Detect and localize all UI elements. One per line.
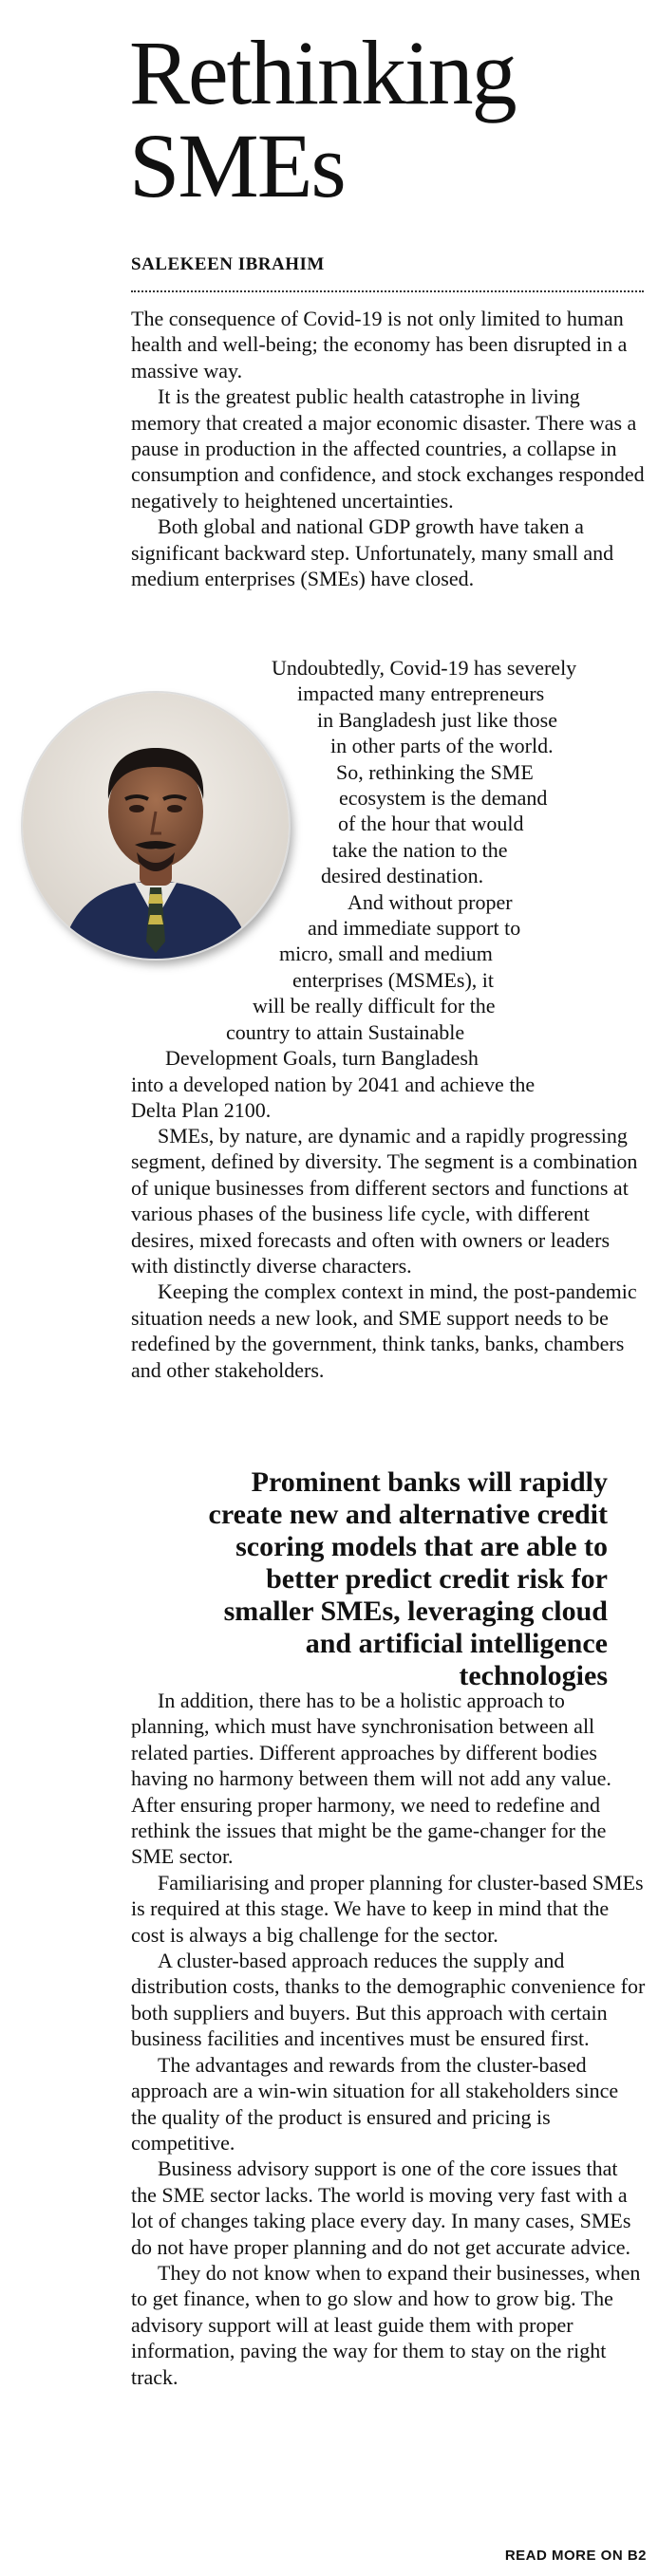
text-line: micro, small and medium bbox=[279, 942, 493, 966]
dotted-divider bbox=[131, 290, 644, 292]
paragraph: Keeping the complex context in mind, the post-pandemic situation needs a new look, and SME support needs to be redefined by the government, think tanks, banks, chambers and other stakeholders. bbox=[131, 1279, 637, 1382]
paragraph: A cluster-based approach reduces the supply and distribution costs, thanks to the demographic convenience for both suppliers and buyers. But this approach with certain business facilities and incentives must be ensured first. bbox=[131, 1949, 646, 2051]
text-line: And without proper bbox=[348, 889, 513, 914]
byline: SALEKEEN IBRAHIM bbox=[131, 254, 325, 274]
text-line: Delta Plan 2100. bbox=[131, 1097, 272, 1122]
paragraph: The advantages and rewards from the cluster-based approach are a win-win situation for all stakeholders since the quality of the product is ensured and pricing is competitive. bbox=[131, 2052, 619, 2155]
text-line: country to attain Sustainable bbox=[226, 1019, 465, 1044]
text-line: in Bangladesh just like those bbox=[317, 707, 557, 732]
text-line: of the hour that would bbox=[338, 812, 524, 836]
paragraph: Familiarising and proper planning for cluster-based SMEs is required at this stage. We have to keep in mind that the cost is always a big challenge for the sector. bbox=[131, 1870, 644, 1947]
text-line: in other parts of the world. bbox=[330, 734, 554, 758]
text-line: and immediate support to bbox=[308, 916, 521, 941]
author-portrait bbox=[23, 693, 289, 959]
headline-line-1: Rethinking bbox=[129, 22, 516, 123]
text-line: enterprises (MSMEs), it bbox=[292, 967, 495, 992]
late-text bbox=[131, 1688, 646, 2390]
paragraph: They do not know when to expand their businesses, when to get finance, when to go slow and how to grow big. The advisory support will at least guide them with proper information, paving the way for them to stay on the right track. bbox=[131, 2260, 641, 2389]
author-portrait-illustration bbox=[23, 693, 289, 959]
paragraph: It is the greatest public health catastrophe in living memory that created a major economic disaster. There was a pause in production in the affected countries, a collapse in consumption and confidence, and stock exchanges responded negatively to heightened uncertainties. bbox=[131, 384, 645, 513]
text-line: desired destination. bbox=[321, 864, 484, 888]
headline-line-2: SMEs bbox=[129, 115, 345, 216]
paragraph: In addition, there has to be a holistic approach to planning, which must have synchronisation between all related parties. Different approaches by different bodies having no harmony between them will not add any value. After ensuring proper harmony, we need to redefine and rethink the issues that might be the game-changer for the SME sector. bbox=[131, 1689, 611, 1869]
paragraph: Both global and national GDP growth have taken a significant backward step. Unfortunately, many small and medium enterprises (SMEs) have closed. bbox=[131, 514, 614, 591]
text-line: impacted many entrepreneurs bbox=[297, 681, 545, 706]
mid-text bbox=[131, 1123, 646, 1383]
text-line: Development Goals, turn Bangladesh bbox=[165, 1046, 479, 1071]
paragraph: SMEs, by nature, are dynamic and a rapidly progressing segment, defined by diversity. The segment is a combination of unique businesses from different sectors and functions at various phases of the business life cycle, with different desires, mixed forecasts and often with owners or leaders with distinctly diverse characters. bbox=[131, 1124, 638, 1279]
read-more-link[interactable]: READ MORE ON B2 bbox=[504, 2548, 647, 2564]
headline bbox=[129, 22, 642, 216]
intro-text bbox=[131, 306, 646, 591]
text-line: will be really difficult for the bbox=[253, 994, 496, 1018]
pull-quote: Prominent banks will rapidly create new and alternative credit scoring models that are able to better predict credit risk for smaller SMEs, leveraging cloud and artificial intelligence technologies bbox=[208, 1466, 608, 1691]
paragraph: Business advisory support is one of the core issues that the SME sector lacks. The world is moving very fast with a lot of changes taking place every day. In many cases, SMEs do not have proper planning and do not get accurate advice. bbox=[131, 2156, 631, 2259]
text-line: into a developed nation by 2041 and achieve the bbox=[131, 1072, 536, 1096]
text-line: take the nation to the bbox=[332, 837, 508, 862]
text-line: ecosystem is the demand bbox=[339, 786, 548, 811]
paragraph: The consequence of Covid-19 is not only limited to human health and well-being; the economy has been disrupted in a massive way. bbox=[131, 307, 628, 383]
text-line: Undoubtedly, Covid-19 has severely bbox=[272, 656, 577, 680]
text-line: So, rethinking the SME bbox=[336, 759, 534, 784]
